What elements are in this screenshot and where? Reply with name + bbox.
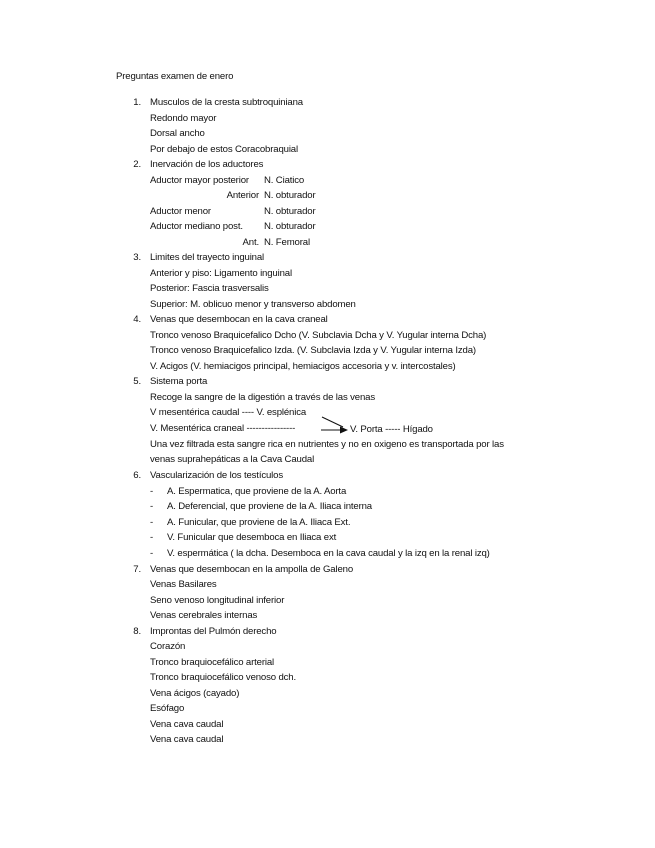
question-title: Vascularización de los testículos [150, 470, 283, 481]
list-item: A. Espermatica, que proviene de la A. Aorta [167, 486, 347, 497]
bullet-marker: - [150, 486, 154, 497]
answer-line: Dorsal ancho [150, 128, 205, 139]
answer-line: Tronco venoso Braquicefalico Izda. (V. Subclavia Izda y V. Yugular interna Izda) [150, 345, 476, 356]
answer-line: Recoge la sangre de la digestión a través de las venas [150, 392, 375, 403]
answer-line: Superior: M. oblicuo menor y transverso abdomen [150, 299, 356, 310]
question-number: 2. [133, 159, 141, 170]
arrow-head [340, 427, 348, 434]
answer-line: Tronco braquiocefálico venoso dch. [150, 672, 297, 683]
question-number: 8. [133, 626, 141, 637]
answer-line: Tronco venoso Braquicefalico Dcho (V. Subclavia Dcha y V. Yugular interna Dcha) [150, 330, 487, 341]
answer-line: Anterior y piso: Ligamento inguinal [150, 268, 292, 279]
nerve-label: N. obturador [264, 221, 316, 232]
question-title: Inervación de los aductores [150, 159, 264, 170]
list-item: A. Deferencial, que proviene de la A. Iliaca interna [167, 501, 372, 512]
answer-line: Esófago [150, 703, 185, 714]
bullet-marker: - [150, 548, 154, 559]
answer-line: Venas cerebrales internas [150, 610, 258, 621]
answer-line: Redondo mayor [150, 113, 217, 124]
answer-line: V. Mesentérica craneal ---------------- [150, 423, 296, 434]
answer-line: Seno venoso longitudinal inferior [150, 595, 285, 606]
question-number: 5. [133, 376, 141, 387]
list-item: V. Funicular que desemboca en Iliaca ext [167, 532, 337, 543]
question-number: 6. [133, 470, 141, 481]
bullet-marker: - [150, 532, 154, 543]
nerve-label: N. Femoral [264, 237, 310, 248]
question-title: Improntas del Pulmón derecho [150, 626, 277, 637]
question-title: Venas que desembocan en la cava craneal [150, 314, 328, 325]
list-item: A. Funicular, que proviene de la A. Iliaca Ext. [167, 517, 351, 528]
question-number: 4. [133, 314, 141, 325]
muscle-label: Aductor mayor posterior [150, 175, 249, 186]
muscle-label: Anterior [226, 190, 259, 201]
answer-line: Tronco braquiocefálico arterial [150, 657, 275, 668]
nerve-label: N. obturador [264, 206, 316, 217]
arrow-line-splenic [322, 417, 343, 427]
question-number: 1. [133, 97, 141, 108]
question-title: Musculos de la cresta subtroquiniana [150, 97, 303, 108]
answer-line: Posterior: Fascia trasversalis [150, 283, 269, 294]
answer-line: Vena ácigos (cayado) [150, 688, 240, 699]
answer-line: Por debajo de estos Coracobraquial [150, 144, 298, 155]
answer-line: V. Acigos (V. hemiacigos principal, hemiacigos accesoria y v. intercostales) [150, 361, 456, 372]
answer-line: V. Porta ----- Hígado [350, 424, 433, 435]
nerve-label: N. Ciatico [264, 175, 305, 186]
question-number: 3. [133, 252, 141, 263]
answer-line: Una vez filtrada esta sangre rica en nutrientes y no en oxigeno es transportada por las [150, 439, 504, 450]
muscle-label: Aductor menor [150, 206, 211, 217]
question-title: Sistema porta [150, 376, 208, 387]
answer-line: Venas Basilares [150, 579, 217, 590]
muscle-label: Aductor mediano post. [150, 221, 243, 232]
nerve-label: N. obturador [264, 190, 316, 201]
bullet-marker: - [150, 501, 154, 512]
question-title: Limites del trayecto inguinal [150, 252, 265, 263]
answer-line: Vena cava caudal [150, 734, 224, 745]
muscle-label: Ant. [242, 237, 259, 248]
answer-line: Vena cava caudal [150, 719, 224, 730]
question-number: 7. [133, 564, 141, 575]
list-item: V. espermática ( la dcha. Desemboca en la cava caudal y la izq en la renal izq) [167, 548, 490, 559]
answer-line: V mesentérica caudal ---- V. esplénica [150, 407, 307, 418]
answer-line: venas suprahepáticas a la Cava Caudal [150, 454, 315, 465]
question-title: Venas que desembocan en la ampolla de Galeno [150, 564, 354, 575]
answer-line: Corazón [150, 641, 186, 652]
page-title: Preguntas examen de enero [116, 71, 234, 82]
bullet-marker: - [150, 517, 154, 528]
